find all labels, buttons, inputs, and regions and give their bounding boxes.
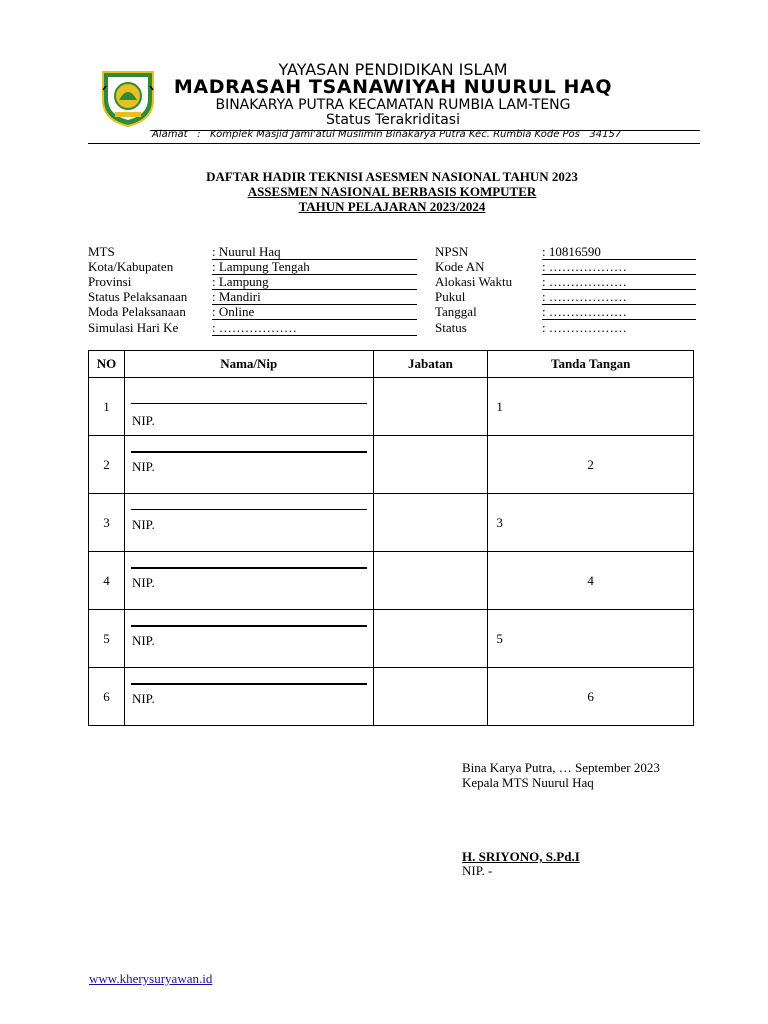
school-location: BINAKARYA PUTRA KECAMATAN RUMBIA LAM-TENG [215, 97, 571, 113]
table-header-row [89, 351, 694, 378]
position-cell[interactable] [373, 378, 488, 436]
nip-label: NIP. [131, 517, 155, 532]
signatory-nip: NIP. - [462, 863, 493, 878]
column-header-signature: Tanda Tangan [488, 351, 694, 378]
document-subtitle: ASSESMEN NASIONAL BERBASIS KOMPUTER [247, 184, 537, 199]
position-cell[interactable] [373, 494, 488, 552]
signature-cell[interactable] [488, 610, 694, 668]
row-number: 1 [89, 378, 125, 436]
accreditation-status: Status Terakriditasi [326, 112, 460, 128]
info-value: : ……………… [542, 274, 696, 290]
signature-number: 2 [587, 457, 594, 472]
school-logo-icon [97, 66, 159, 128]
signature-cell[interactable] [488, 668, 694, 726]
name-line [131, 625, 367, 627]
signature-number: 5 [496, 631, 503, 646]
signature-cell[interactable] [488, 494, 694, 552]
info-value: : Nuurul Haq [212, 244, 417, 260]
info-value: : Lampung Tengah [212, 259, 417, 275]
signature-number: 4 [587, 573, 594, 588]
row-number: 2 [89, 436, 125, 494]
footer-website-link[interactable]: www.kherysuryawan.id [89, 971, 213, 986]
info-value: : ……………… [212, 320, 417, 336]
school-name: MADRASAH TSANAWIYAH NUURUL HAQ [173, 76, 613, 98]
info-value: : Mandiri [212, 289, 417, 305]
name-line [131, 403, 367, 404]
nip-label: NIP. [131, 691, 155, 706]
info-label: NPSN [435, 244, 469, 259]
signature-cell[interactable] [488, 378, 694, 436]
nip-label: NIP. [131, 633, 155, 648]
info-value: : ……………… [542, 304, 696, 320]
info-label: Kode AN [435, 259, 485, 274]
table-row [89, 610, 694, 668]
info-value: : Online [212, 304, 417, 320]
table-row [89, 378, 694, 436]
info-label: Status Pelaksanaan [88, 289, 188, 304]
name-cell[interactable] [124, 668, 373, 726]
name-cell[interactable] [124, 610, 373, 668]
position-cell[interactable] [373, 436, 488, 494]
academic-year: TAHUN PELAJARAN 2023/2024 [298, 199, 486, 214]
attendance-table [88, 350, 694, 726]
signature-position: Kepala MTS Nuurul Haq [462, 775, 594, 790]
table-row [89, 668, 694, 726]
position-cell[interactable] [373, 610, 488, 668]
nip-label: NIP. [131, 413, 155, 428]
info-value: : 10816590 [542, 244, 696, 260]
info-label: Kota/Kabupaten [88, 259, 174, 274]
info-label: Alokasi Waktu [435, 274, 513, 289]
name-line [131, 451, 367, 453]
name-cell[interactable] [124, 436, 373, 494]
info-label: Moda Pelaksanaan [88, 304, 186, 319]
info-label: MTS [88, 244, 115, 259]
signature-number: 3 [496, 515, 503, 530]
header-divider-bottom [88, 143, 700, 144]
info-label: Provinsi [88, 274, 132, 289]
name-cell[interactable] [124, 552, 373, 610]
nip-label: NIP. [131, 459, 155, 474]
row-number: 6 [89, 668, 125, 726]
row-number: 3 [89, 494, 125, 552]
name-line [131, 683, 367, 685]
info-label: Pukul [435, 289, 466, 304]
document-title: DAFTAR HADIR TEKNISI ASESMEN NASIONAL TAHUN 2023 [206, 169, 578, 184]
nip-label: NIP. [131, 575, 155, 590]
info-label: Simulasi Hari Ke [88, 320, 179, 335]
signature-cell[interactable] [488, 436, 694, 494]
position-cell[interactable] [373, 668, 488, 726]
signature-number: 6 [587, 689, 594, 704]
name-line [131, 567, 367, 569]
school-address: Alamat : Komplek Masjid Jami'atul Muslimin Binakarya Putra Kec. Rumbia Kode Pos 34157 [152, 129, 622, 140]
foundation-name: YAYASAN PENDIDIKAN ISLAM [278, 60, 508, 79]
table-row [89, 552, 694, 610]
info-value: : ……………… [542, 259, 696, 275]
info-value: : ……………… [542, 289, 696, 305]
info-label: Status [435, 320, 467, 335]
name-cell[interactable] [124, 378, 373, 436]
table-row [89, 436, 694, 494]
column-header-position: Jabatan [373, 351, 488, 378]
info-label: Tanggal [435, 304, 477, 319]
name-line [131, 509, 367, 510]
table-row [89, 494, 694, 552]
row-number: 4 [89, 552, 125, 610]
name-cell[interactable] [124, 494, 373, 552]
signature-cell[interactable] [488, 552, 694, 610]
position-cell[interactable] [373, 552, 488, 610]
info-value: : ……………… [542, 320, 627, 335]
signature-number: 1 [496, 399, 503, 414]
signatory-name: H. SRIYONO, S.Pd.I [462, 849, 580, 864]
row-number: 5 [89, 610, 125, 668]
column-header-name: Nama/Nip [124, 351, 373, 378]
info-value: : Lampung [212, 274, 417, 290]
signature-place-date: Bina Karya Putra, … September 2023 [462, 760, 660, 775]
column-header-no: NO [89, 351, 125, 378]
